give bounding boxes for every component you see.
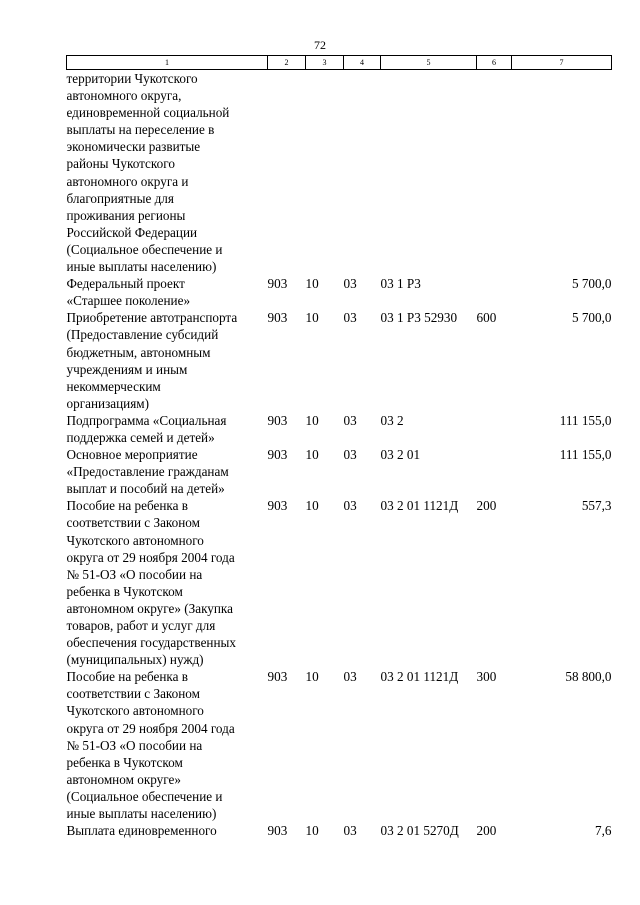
row-name-line: ребенка в Чукотском [66,583,183,599]
expense-type-cell: 200 [476,823,497,839]
section-code-cell: 10 [305,498,319,514]
budget-table [66,55,612,839]
subsection-code-cell: 03 [343,310,357,326]
target-article-cell: 03 2 01 1121Д [380,669,459,685]
row-name-line: Пособие на ребенка в [66,498,188,514]
expense-type-cell: 200 [476,498,497,514]
section-code-cell: 10 [305,412,319,428]
target-article-cell: 03 1 Р3 [380,276,421,292]
amount-cell: 557,3 [581,498,612,514]
row-name-line: учреждениям и иным [66,361,188,377]
row-name-line: Основное мероприятие [66,447,198,463]
row-name-line: «Старшее поколение» [66,293,191,309]
gra-code-cell: 903 [267,669,288,685]
row-name-cell [67,309,268,412]
column-number-header [67,56,612,70]
row-name-line: соответствии с Законом [66,686,200,702]
row-name-line: иные выплаты населению) [66,806,217,822]
subsection-code-cell: 03 [343,276,357,292]
column-header-3: 3 [306,56,344,70]
column-header-4: 4 [344,56,381,70]
row-name-line: организациям) [66,395,150,411]
subsection-code-cell: 03 [343,823,357,839]
row-name-line: Чукотского автономного [66,703,204,719]
amount-cell: 5 700,0 [571,310,612,326]
table-row [67,70,612,276]
row-name-line: (Предоставление субсидий [66,327,219,343]
row-name-line: соответствии с Законом [66,515,200,531]
row-name-line: ребенка в Чукотском [66,754,183,770]
gra-code-cell: 903 [267,823,288,839]
target-article-cell: 03 2 01 [380,447,421,463]
row-name-cell [67,822,268,839]
row-name-line: автономного округа и [66,173,189,189]
amount-cell: 58 800,0 [565,669,612,685]
row-name-line: бюджетным, автономным [66,344,211,360]
expense-type-cell: 300 [476,669,497,685]
amount-cell: 7,6 [595,823,612,839]
row-name-line: (муниципальных) нужд) [66,652,204,668]
subsection-code-cell: 03 [343,412,357,428]
row-name-cell [67,412,268,446]
row-name-line: «Предоставление гражданам [66,464,229,480]
expense-type-cell [477,412,512,446]
row-name-line: выплаты на переселение в [66,122,215,138]
expense-type-cell: 600 [476,310,497,326]
row-name-line: территории Чукотского [66,71,198,86]
row-name-line: благоприятные для [66,190,174,206]
row-name-line: Чукотского автономного [66,532,204,548]
expense-type-cell [477,275,512,309]
row-name-line: некоммерческим [66,378,161,394]
gra-code-cell: 903 [267,412,288,428]
row-name-line: выплат и пособий на детей» [66,481,225,497]
section-code-cell [306,70,344,276]
column-header-2: 2 [268,56,306,70]
row-name-line: округа от 29 ноября 2004 года [66,720,235,736]
target-article-cell: 03 2 01 1121Д [380,498,459,514]
expense-type-cell [477,446,512,497]
gra-code-cell: 903 [267,447,288,463]
row-name-line: единовременной социальной [66,105,230,121]
target-article-cell [381,70,477,276]
row-name-line: поддержка семей и детей» [66,429,215,445]
table-row [67,275,612,309]
section-code-cell: 10 [305,823,319,839]
row-name-cell [67,668,268,822]
row-name-cell [67,70,268,276]
row-name-cell [67,275,268,309]
gra-code-cell [268,70,306,276]
row-name-line: Выплата единовременного [66,823,217,839]
row-name-line: Федеральный проект [66,276,185,292]
row-name-line: автономном округе» [66,771,181,787]
row-name-cell [67,446,268,497]
row-name-line: Пособие на ребенка в [66,669,188,685]
row-name-line: Российской Федерации [66,224,198,240]
column-header-7: 7 [512,56,612,70]
table-row [67,497,612,668]
row-name-line: Подпрограмма «Социальная [66,412,227,428]
gra-code-cell: 903 [267,276,288,292]
row-name-line: обеспечения государственных [66,635,236,651]
row-name-line: (Социальное обеспечение и [66,788,223,804]
row-name-line: округа от 29 ноября 2004 года [66,549,235,565]
gra-code-cell: 903 [267,310,288,326]
row-name-line: экономически развитые [66,139,201,155]
table-body [67,70,612,840]
row-name-line: районы Чукотского [66,156,175,172]
row-name-line: автономного округа, [66,88,182,104]
amount-cell: 5 700,0 [571,276,612,292]
subsection-code-cell: 03 [343,498,357,514]
row-name-line: иные выплаты населению) [66,259,217,275]
amount-cell [512,70,612,276]
section-code-cell: 10 [305,310,319,326]
expense-type-cell [477,70,512,276]
target-article-cell: 03 2 01 5270Д [380,823,459,839]
amount-cell: 111 155,0 [559,447,612,463]
section-code-cell: 10 [305,447,319,463]
table-row [67,412,612,446]
row-name-line: Приобретение автотранспорта [66,310,238,326]
row-name-line: проживания регионы [66,207,186,223]
row-name-line: товаров, работ и услуг для [66,618,216,633]
subsection-code-cell [344,70,381,276]
column-header-1: 1 [67,56,268,70]
column-header-6: 6 [477,56,512,70]
target-article-cell: 03 2 [380,412,404,428]
gra-code-cell: 903 [267,498,288,514]
row-name-line: № 51-ОЗ «О пособии на [66,737,203,753]
section-code-cell: 10 [305,669,319,685]
amount-cell: 111 155,0 [559,412,612,428]
row-name-line: (Социальное обеспечение и [66,241,223,257]
section-code-cell: 10 [305,276,319,292]
table-row [67,668,612,822]
row-name-line: автономном округе» (Закупка [66,600,233,616]
table-row [67,309,612,412]
table-row [67,822,612,839]
row-name-cell [67,497,268,668]
page-number: 72 [314,38,326,52]
row-name-line: № 51-ОЗ «О пособии на [66,566,203,582]
subsection-code-cell: 03 [343,669,357,685]
subsection-code-cell: 03 [343,447,357,463]
target-article-cell: 03 1 Р3 52930 [380,310,458,326]
table-row [67,446,612,497]
column-header-5: 5 [381,56,477,70]
